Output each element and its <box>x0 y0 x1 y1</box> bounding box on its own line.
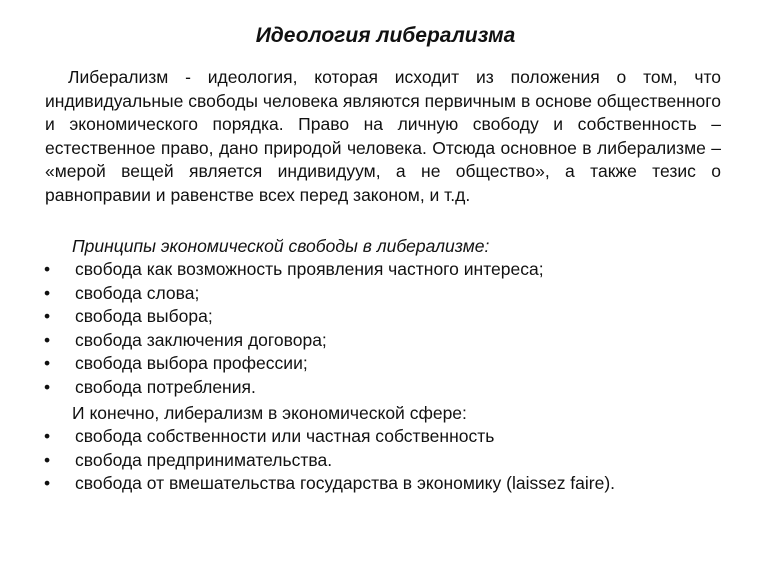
bullet-icon: • <box>44 353 51 374</box>
list-item <box>44 472 615 496</box>
list-item <box>44 449 615 473</box>
bullet-icon: • <box>44 426 51 446</box>
list-item-text: свобода как возможность проявления частного интереса; <box>75 259 544 279</box>
list-item <box>44 329 544 353</box>
page-title: Идеология либерализма <box>255 24 516 47</box>
list-item-text: свобода предпринимательства. <box>75 449 333 470</box>
list-item <box>44 305 544 329</box>
bullet-icon: • <box>44 259 51 279</box>
list-item-text: свобода от вмешательства государства в экономику (laissez faire). <box>75 473 616 494</box>
list-item <box>44 282 544 306</box>
list-item-text: свобода собственности или частная собственность <box>75 426 495 446</box>
list-item-text: свобода заключения договора; <box>75 329 327 350</box>
list-item <box>44 425 615 449</box>
principles-list <box>44 258 544 400</box>
list-item-text: свобода потребления. <box>75 376 256 397</box>
list-item-text: свобода слова; <box>75 282 200 303</box>
principles-heading: Принципы экономической свободы в либерализме: <box>72 236 490 256</box>
bullet-icon: • <box>44 449 51 470</box>
list-item-text: свобода выбора профессии; <box>75 353 308 374</box>
economic-list <box>44 425 615 496</box>
bullet-icon: • <box>44 329 51 350</box>
list-item-text: свобода выбора; <box>75 306 213 327</box>
bullet-icon: • <box>44 376 51 397</box>
list-item <box>44 258 544 282</box>
economic-heading: И конечно, либерализм в экономической сфере: <box>72 403 467 423</box>
list-item <box>44 352 544 376</box>
intro-paragraph: Либерализм - идеология, которая исходит из положения о том, что индивидуальные свободы человека являются первичным в основе общественного и экономического порядка. Право на личную свободу и собственность – естественное право, дано природой человека. Отсюда основное в либерализме – «мерой вещей является индивидуум, а не общество», а также тезис о равноправии и равенстве всех перед законом, и т.д. <box>45 67 721 205</box>
list-item <box>44 376 544 400</box>
bullet-icon: • <box>44 473 51 494</box>
bullet-icon: • <box>44 282 51 303</box>
bullet-icon: • <box>44 306 51 327</box>
